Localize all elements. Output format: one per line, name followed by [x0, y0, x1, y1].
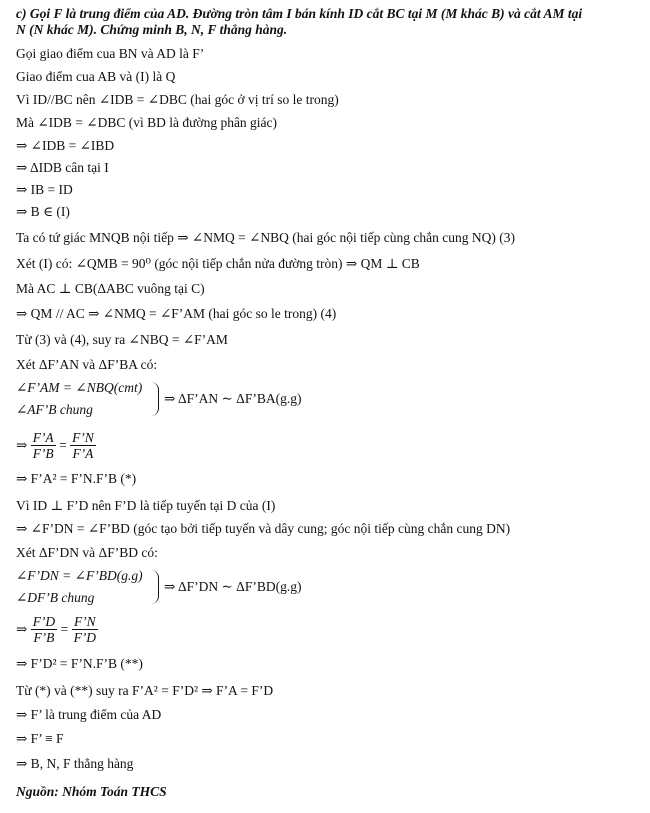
- system-line-2: ∠AF’B chung: [16, 402, 93, 417]
- proof-line: Từ (3) và (4), suy ra ∠NBQ = ∠F’AM: [16, 332, 228, 347]
- system-line-1: ∠F’DN = ∠F’BD(g.g): [16, 568, 143, 583]
- proof-line: Mà AC ⊥ CB(ΔABC vuông tại C): [16, 281, 205, 296]
- numerator: F’N: [72, 430, 94, 445]
- numerator: F’A: [32, 430, 54, 445]
- proof-line: ⇒ F’ ≡ F: [16, 731, 64, 746]
- fraction: [31, 614, 58, 645]
- proof-line: Mà ∠IDB = ∠DBC (vì BD là đường phân giác): [16, 115, 278, 130]
- fraction: [70, 430, 96, 461]
- proof-line: Xét (I) có: ∠QMB = 90⁰ (góc nội tiếp chắn nửa đường tròn) ⇒ QM ⊥ CB: [16, 256, 420, 271]
- denominator: F’B: [32, 446, 54, 461]
- system-line-1: ∠F’AM = ∠NBQ(cmt): [16, 380, 143, 395]
- ratio-equation-1: ⇒ $\frac{F’A}{F’B}$ = $\frac{F’N}{F’A}$: [16, 430, 94, 461]
- proof-line: Giao điểm cua AB và (I) là Q: [16, 69, 176, 84]
- proof-line: Xét ΔF’DN và ΔF’BD có:: [16, 545, 158, 560]
- brace-symbol: [150, 570, 159, 604]
- problem-statement-line-1: c) Gọi F là trung điểm của AD. Đường tròn tâm I bán kính ID cắt BC tại M (M khác B) và cắt AM tại: [16, 6, 583, 21]
- proof-line: ⇒ QM // AC ⇒ ∠NMQ = ∠F’AM (hai góc so le trong) (4): [16, 306, 337, 321]
- similarity-conclusion: ⇒ ΔF’DN ∼ ΔF’BD(g.g): [164, 579, 302, 594]
- proof-line: ⇒ ΔIDB cân tại I: [16, 160, 109, 175]
- denominator: F’B: [33, 630, 55, 645]
- brace-symbol: [150, 382, 159, 416]
- proof-line: ⇒ F’ là trung điểm của AD: [16, 707, 162, 722]
- proof-line: ⇒ IB = ID: [16, 182, 73, 197]
- proof-line: Xét ΔF’AN và ΔF’BA có:: [16, 357, 158, 372]
- problem-statement-line-2: N (N khác M). Chứng minh B, N, F thẳng hàng.: [16, 22, 288, 37]
- ratio-equation-2: ⇒ $\frac{F’D}{F’B}$ = $\frac{F’N}{F’D}$: [16, 614, 97, 645]
- similarity-conclusion: ⇒ ΔF’AN ∼ ΔF’BA(g.g): [164, 391, 302, 406]
- proof-line: ⇒ ∠F’DN = ∠F’BD (góc tạo bởi tiếp tuyến và dây cung; góc nội tiếp cùng chắn cung DN): [16, 521, 511, 536]
- fraction: [72, 614, 99, 645]
- proof-line: ⇒ B ∈ (I): [16, 204, 70, 219]
- proof-line: Từ (*) và (**) suy ra F’A² = F’D² ⇒ F’A = F’D: [16, 683, 274, 698]
- numerator: F’D: [32, 614, 56, 629]
- proof-line: Ta có tứ giác MNQB nội tiếp ⇒ ∠NMQ = ∠NBQ (hai góc nội tiếp cùng chắn cung NQ) (3): [16, 230, 515, 245]
- proof-line: Vì ID//BC nên ∠IDB = ∠DBC (hai góc ở vị trí so le trong): [16, 92, 339, 107]
- numerator: F’N: [72, 614, 99, 630]
- proof-line: Gọi giao điểm cua BN và AD là F’: [16, 46, 205, 61]
- proof-line: ⇒ B, N, F thẳng hàng: [16, 756, 134, 771]
- source-credit: Nguồn: Nhóm Toán THCS: [16, 784, 167, 799]
- proof-line: ⇒ F’D² = F’N.F’B (**): [16, 656, 143, 671]
- proof-line: ⇒ ∠IDB = ∠IBD: [16, 138, 115, 153]
- proof-line: Vì ID ⊥ F’D nên F’D là tiếp tuyến tại D của (I): [16, 498, 276, 513]
- denominator: F’A: [72, 446, 94, 461]
- proof-line: ⇒ F’A² = F’N.F’B (*): [16, 471, 137, 486]
- denominator: F’D: [73, 630, 97, 645]
- fraction: [31, 430, 56, 461]
- system-line-2: ∠DF’B chung: [16, 590, 95, 605]
